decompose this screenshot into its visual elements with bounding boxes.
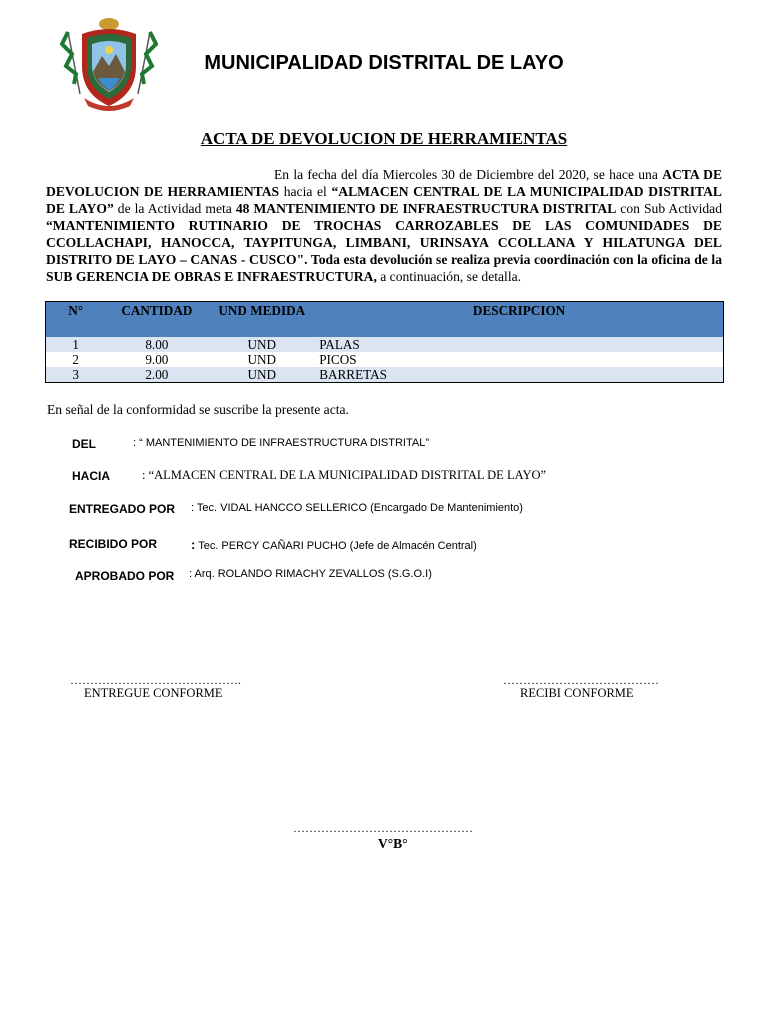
intro-text-2: ACTA DE DEVOLUCION DE HERRAMIENTAS xyxy=(46,167,723,199)
header-und: UND MEDIDA xyxy=(208,302,315,338)
del-label: DEL xyxy=(72,437,96,451)
document-title: ACTA DE DEVOLUCION DE HERRAMIENTAS xyxy=(200,129,568,148)
recibido-colon: : xyxy=(191,537,196,552)
del-value: : “ MANTENIMIENTO DE INFRAESTRUCTURA DISTRITAL” xyxy=(133,437,429,449)
cell-und: UND xyxy=(208,367,315,383)
hacia-label: HACIA xyxy=(72,469,110,483)
table-header-row xyxy=(46,302,724,338)
intro-text-5: de la Actividad meta xyxy=(113,201,236,216)
cell-cantidad: 2.00 xyxy=(105,367,208,383)
table-row xyxy=(46,352,724,367)
entregado-label: ENTREGADO POR xyxy=(69,502,176,516)
cell-n: 3 xyxy=(46,367,106,383)
cell-descripcion: PALAS xyxy=(315,337,723,352)
hacia-value: : “ALMACEN CENTRAL DE LA MUNICIPALIDAD DISTRITAL DE LAYO” xyxy=(142,468,547,482)
header-n: N° xyxy=(46,302,106,338)
intro-text-3: hacia el xyxy=(279,184,332,199)
intro-text-1: En la fecha del día Miercoles 30 de Diciembre del 2020, se hace una xyxy=(274,167,658,182)
tools-table xyxy=(45,301,724,383)
right-signature-caption: RECIBI CONFORME xyxy=(520,686,634,700)
cell-und: UND xyxy=(208,337,315,352)
recibido-value-line xyxy=(191,537,477,552)
center-signature-line: ……………………………………… xyxy=(293,821,473,835)
center-signature-caption: V°B° xyxy=(378,836,408,851)
header-cantidad: CANTIDAD xyxy=(105,302,208,338)
cell-n: 2 xyxy=(46,352,106,367)
cell-descripcion: BARRETAS xyxy=(315,367,723,383)
intro-text-8: “MANTENIMIENTO RUTINARIO DE TROCHAS CARROZABLES DE LAS COMUNIDADES DE CCOLLACHAPI, HANOCCA, TAYPITUNGA, LIMBANI, URINSAYA CCOLLANA Y HILATUNGA DEL DISTRITO DE LAYO – CANAS - CUSCO". Toda esta devolución se realiza previa coordinación con la oficina de la SUB GERENCIA DE OBRAS E INFRAESTRUCTURA, xyxy=(46,218,722,284)
conformity-text: En señal de la conformidad se suscribe la presente acta. xyxy=(47,402,349,417)
recibido-value: Tec. PERCY CAÑARI PUCHO (Jefe de Almacén Central) xyxy=(195,540,477,552)
header-descripcion: DESCRIPCION xyxy=(315,302,723,338)
aprobado-value: : Arq. ROLANDO RIMACHY ZEVALLOS (S.G.O.I) xyxy=(189,568,432,580)
organization-name: MUNICIPALIDAD DISTRITAL DE LAYO xyxy=(204,52,564,74)
organization-title xyxy=(0,52,768,75)
cell-n: 1 xyxy=(46,337,106,352)
table-row xyxy=(46,337,724,352)
intro-text-4: “ALMACEN CENTRAL DE LA MUNICIPALIDAD DISTRITAL DE LAYO” xyxy=(46,184,722,216)
recibido-label: RECIBIDO POR xyxy=(69,537,158,551)
left-signature-caption: ENTREGUE CONFORME xyxy=(84,686,223,700)
aprobado-label: APROBADO POR xyxy=(75,569,175,583)
intro-paragraph xyxy=(46,166,722,285)
intro-text-9: a continuación, se detalla. xyxy=(376,269,522,284)
intro-text-7: con Sub Actividad xyxy=(616,201,723,216)
table-row xyxy=(46,367,724,383)
cell-cantidad: 8.00 xyxy=(105,337,208,352)
left-signature-line: ……………………………………. xyxy=(70,673,241,687)
cell-descripcion: PICOS xyxy=(315,352,723,367)
entregado-value: : Tec. VIDAL HANCCO SELLERICO (Encargado De Mantenimiento) xyxy=(191,502,523,514)
intro-text-6: 48 MANTENIMIENTO DE INFRAESTRUCTURA DISTRITAL xyxy=(235,201,617,216)
right-signature-line: ………………………………… xyxy=(503,673,659,687)
cell-cantidad: 9.00 xyxy=(105,352,208,367)
cell-und: UND xyxy=(208,352,315,367)
